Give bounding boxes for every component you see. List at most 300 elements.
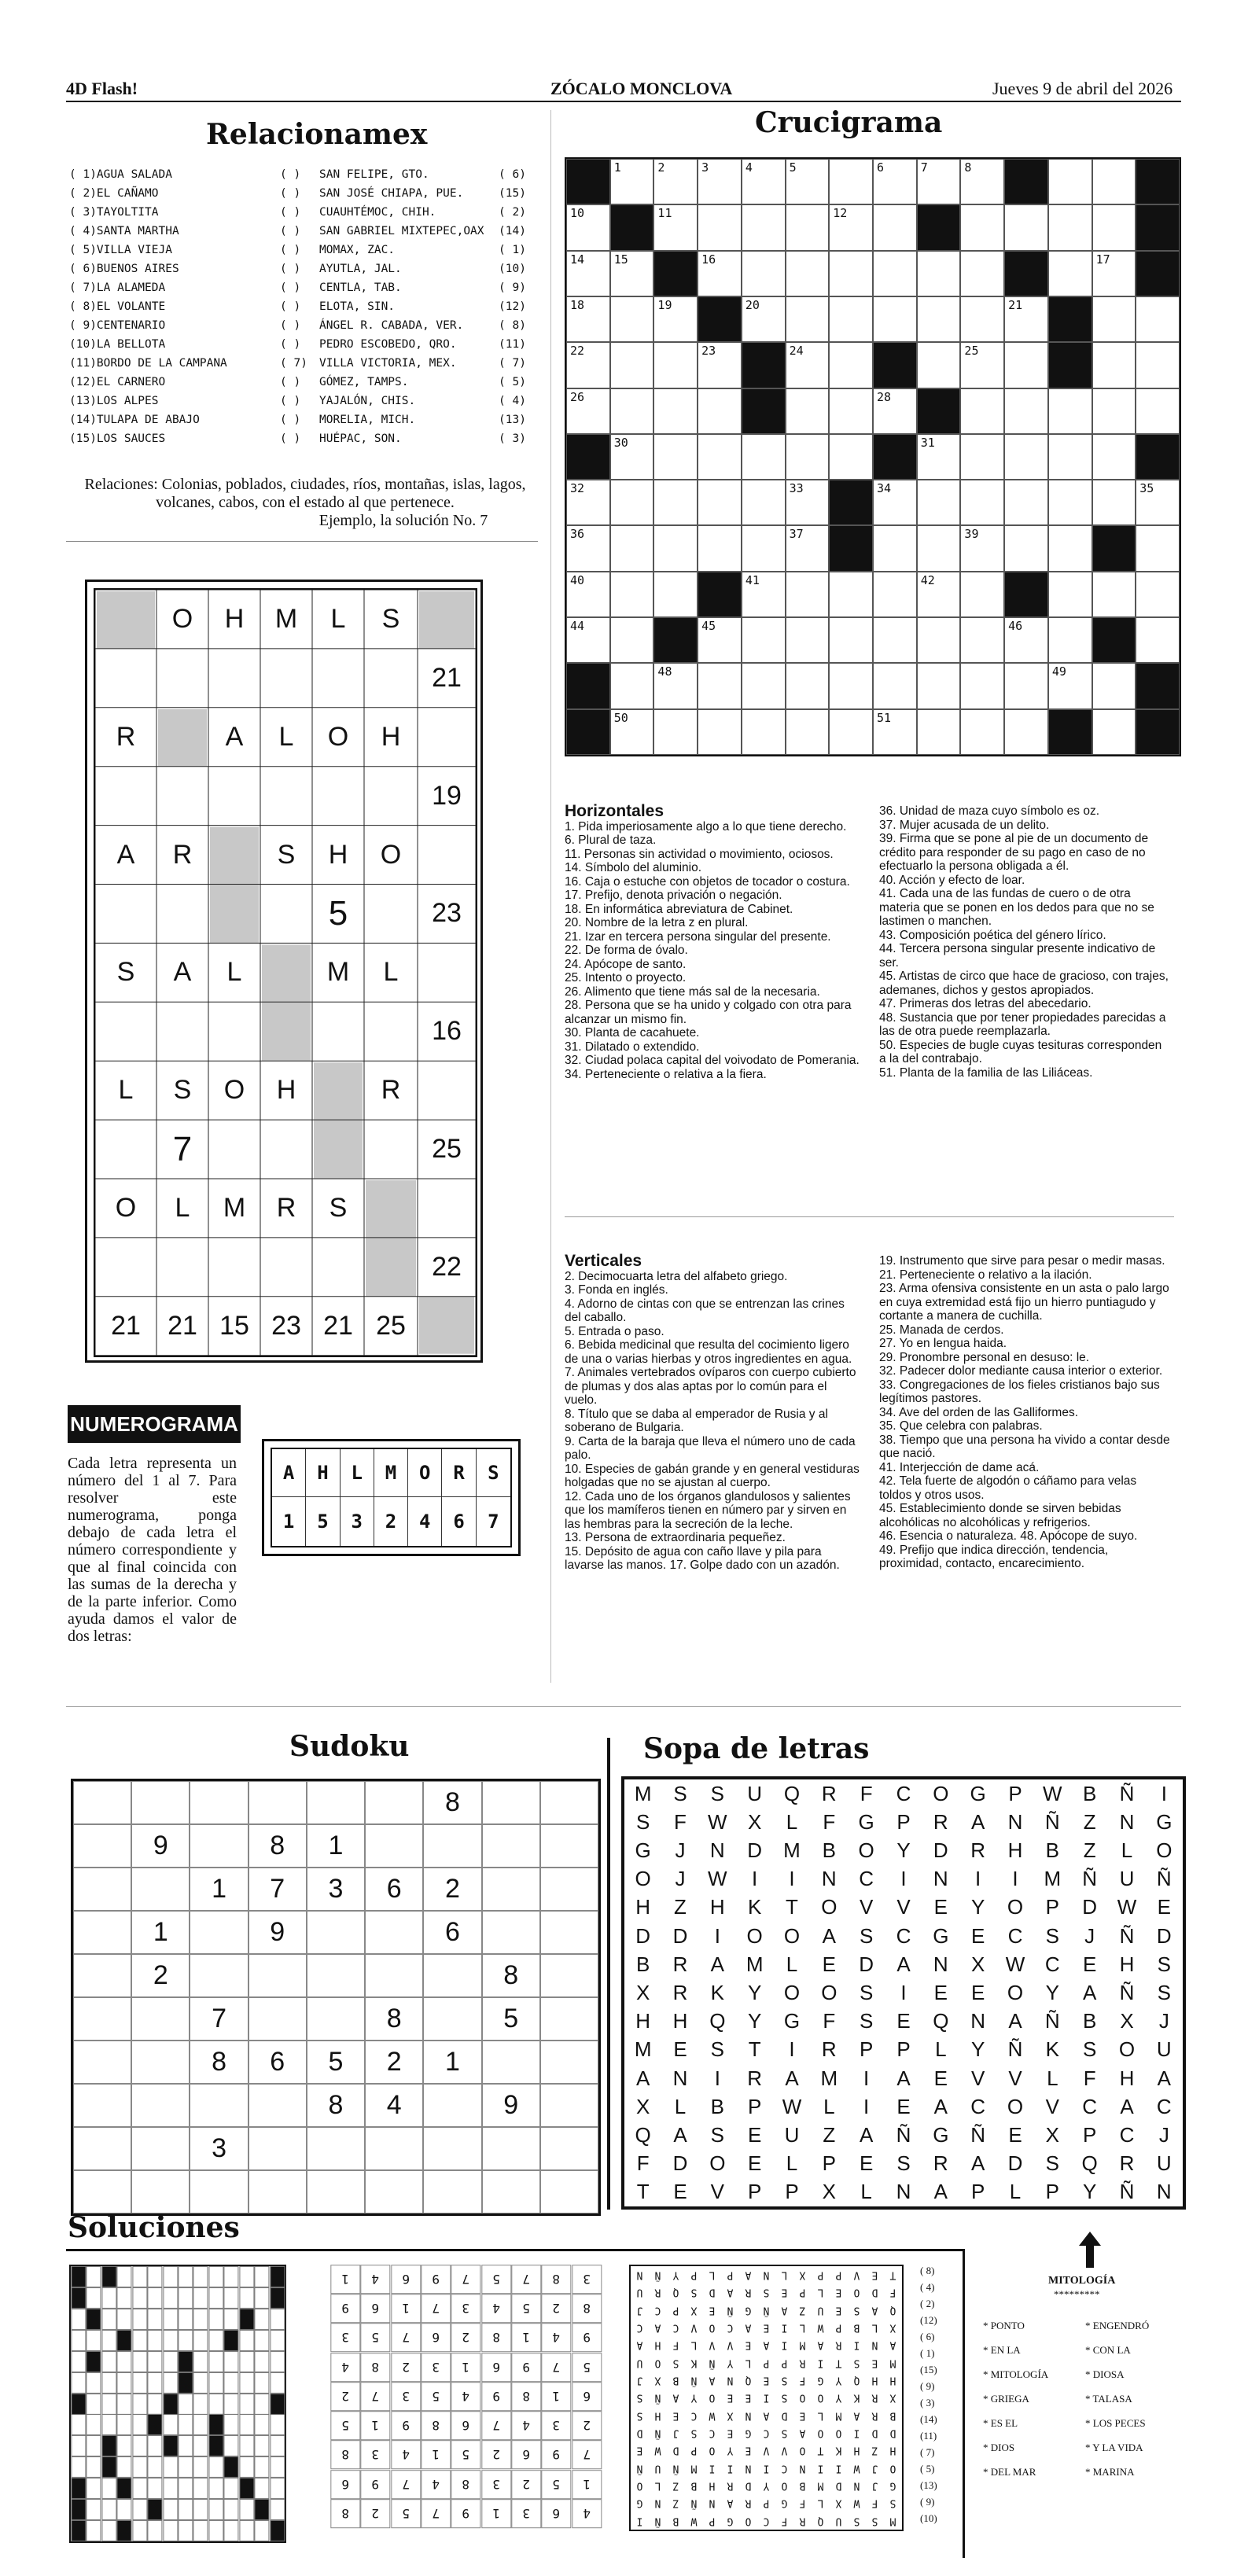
- solution-sopa-letter: Ñ: [654, 2515, 661, 2527]
- solution-sudoku-cell: 3: [541, 2411, 571, 2440]
- solution-sudoku-cell: 8: [360, 2353, 390, 2382]
- solution-sopa-letter: P: [709, 2515, 716, 2527]
- sopa-letter: U: [1119, 1867, 1135, 1891]
- sopa-letter: O: [1007, 2094, 1024, 2118]
- solution-crossword-cell: [71, 2394, 86, 2415]
- sopa-letter: C: [1082, 2094, 1098, 2118]
- solution-sopa-letter: I: [763, 2462, 770, 2475]
- sopa-letter: L: [786, 1952, 798, 1976]
- clue: 3. Fonda en inglés.: [565, 1283, 668, 1297]
- relacionamex-left: ( 9)CENTENARIO: [69, 319, 166, 332]
- solution-sopa-letter: F: [889, 2287, 896, 2298]
- sopa-letter: I: [900, 1980, 907, 2004]
- solution-crossword-cell: [101, 2372, 116, 2394]
- crossword-number: 18: [570, 297, 585, 312]
- sopa-letter: E: [1157, 1895, 1171, 1919]
- sopa-letter: E: [933, 1980, 948, 2004]
- solution-sopa-letter: E: [835, 2287, 842, 2298]
- solution-crossword-cell: [178, 2414, 193, 2435]
- solution-crossword-cell: [223, 2287, 238, 2309]
- relacionamex-paren: ( ): [280, 168, 301, 181]
- solution-sopa-letter: R: [745, 2287, 752, 2298]
- solution-sopa-letter: J: [636, 2304, 643, 2317]
- sudoku-cell: [307, 1781, 365, 1824]
- solution-crossword-cell: [86, 2456, 101, 2478]
- crossword-cell: [786, 434, 830, 480]
- solution-sopa-letter: U: [835, 2515, 842, 2527]
- key-letter: R: [442, 1449, 476, 1497]
- solution-sopa-letter: Y: [835, 2392, 842, 2404]
- crossword-cell: [698, 204, 742, 250]
- crossword-cell: [742, 251, 786, 296]
- sudoku-cell: [73, 2084, 131, 2127]
- solution-sopa-letter: P: [817, 2269, 824, 2281]
- crossword-cell: [566, 342, 610, 388]
- clue-column: [879, 1254, 1170, 1571]
- solution-relacionamex-answer: (14): [920, 2413, 937, 2425]
- sopa-letter: P: [1045, 1895, 1059, 1919]
- solution-sopa-letter: Z: [672, 2479, 679, 2492]
- crossword-cell: [566, 296, 610, 342]
- solution-sopa-letter: A: [672, 2392, 679, 2404]
- sopa-letter: E: [822, 1952, 836, 1976]
- sopa-letter: E: [673, 2037, 687, 2062]
- solution-sopa-letter: M: [690, 2462, 698, 2475]
- crossword-block: [1004, 572, 1048, 617]
- solution-sopa-letter: E: [871, 2357, 878, 2369]
- numerograma-cell: 21: [432, 662, 462, 693]
- solution-sudoku-cell: 5: [421, 2382, 451, 2411]
- crossword-number: 15: [613, 252, 628, 267]
- crossword-number: 22: [570, 344, 585, 359]
- solution-sopa-letter: R: [835, 2339, 842, 2351]
- sopa-letter: D: [672, 2151, 688, 2176]
- crossword-number: 48: [657, 664, 672, 679]
- solution-sopa-letter: W: [654, 2445, 661, 2456]
- solution-sopa-letter: P: [781, 2357, 788, 2369]
- solution-sopa-letter: Ñ: [654, 2392, 661, 2404]
- solution-sopa-letter: N: [853, 2479, 860, 2492]
- solution-sopa-letter: M: [799, 2339, 806, 2351]
- solution-sopa-letter: M: [835, 2409, 842, 2422]
- sudoku-cell: [482, 1824, 540, 1868]
- sopa-letter: E: [933, 2066, 948, 2090]
- solution-sopa-letter: D: [871, 2287, 878, 2298]
- solution-crossword-cell: [254, 2351, 269, 2372]
- solution-sopa-letter: E: [763, 2374, 770, 2386]
- relacionamex-right: SAN JOSÉ CHIAPA, PUE.: [319, 187, 464, 200]
- solution-crossword-cell: [163, 2287, 178, 2309]
- sudoku-cell: [423, 2084, 481, 2127]
- relacionamex-row: [69, 410, 533, 429]
- solution-crossword-cell: [116, 2309, 131, 2330]
- relacionamex-answer: ( 3): [499, 432, 526, 445]
- crossword-cell: [698, 617, 742, 663]
- solution-sopa-letter: A: [745, 2321, 752, 2334]
- sopa-letter: Y: [747, 2009, 762, 2033]
- solution-sudoku-cell: 5: [511, 2294, 541, 2323]
- solution-crossword-cell: [147, 2414, 162, 2435]
- sopa-letter: Ñ: [1044, 2009, 1060, 2033]
- clue: 46. Esencia o naturaleza. 48. Apócope de suyo.: [879, 1529, 1138, 1543]
- clue: 21. Perteneciente o relativo a la ilación.: [879, 1268, 1092, 1282]
- sopa-letter: N: [933, 1952, 948, 1976]
- crossword-number: 39: [964, 527, 979, 542]
- clue: 33. Congregaciones de los fieles cristianos bajo sus legítimos pastores.: [879, 1378, 1160, 1405]
- solution-sudoku-cell: 9: [360, 2470, 390, 2499]
- sopa-letter: R: [933, 1809, 948, 1834]
- solution-crossword-cell: [193, 2351, 208, 2372]
- sudoku-cell: [131, 2041, 190, 2084]
- solution-sopa-letter: I: [781, 2339, 788, 2351]
- sopa-letter: X: [635, 1980, 650, 2004]
- sopa-letter: S: [1157, 1980, 1171, 2004]
- sopa-letter: E: [859, 2151, 874, 2176]
- crossword-block: [698, 572, 742, 617]
- solution-sopa-letter: Ñ: [690, 2374, 698, 2386]
- key-number: 7: [488, 1511, 499, 1533]
- numerograma-cell: H: [276, 1075, 296, 1106]
- sopa-letter: M: [745, 1952, 764, 1976]
- solution-sopa-letter: Q: [853, 2374, 860, 2386]
- solution-crossword-cell: [178, 2309, 193, 2330]
- sopa-letter: Y: [747, 1980, 762, 2004]
- solution-crossword-cell: [254, 2435, 269, 2456]
- crossword-cell: [610, 663, 654, 708]
- sudoku-cell: [423, 2127, 481, 2170]
- solution-relacionamex-answer: (11): [920, 2430, 937, 2442]
- numerograma-cell: 7: [172, 1129, 193, 1168]
- solution-sudoku-cell: 4: [451, 2382, 480, 2411]
- solution-crossword-cell: [116, 2456, 131, 2478]
- sopa-letter: H: [709, 1895, 725, 1919]
- solution-sudoku-cell: 2: [541, 2294, 571, 2323]
- header-rule: [66, 101, 1181, 102]
- sopa-letter: G: [933, 2122, 949, 2147]
- solution-relacionamex-answer: ( 3): [920, 2397, 935, 2409]
- solution-sopa-letter: P: [727, 2269, 734, 2281]
- crossword-cell: [873, 388, 917, 434]
- crossword-number: 31: [920, 435, 935, 450]
- solution-sopa-letter: K: [853, 2392, 860, 2404]
- sopa-letter: I: [975, 1867, 981, 1891]
- solution-sopa-letter: D: [781, 2409, 788, 2422]
- solution-crossword-cell: [254, 2287, 269, 2309]
- solution-sopa-letter: U: [636, 2287, 643, 2298]
- sopa-letter: S: [896, 2151, 911, 2176]
- clue: 32. Ciudad polaca capital del voivodato de Pomerania.: [565, 1054, 860, 1067]
- crossword-number: 10: [570, 206, 585, 221]
- solution-crossword-cell: [101, 2456, 116, 2478]
- crossword-cell: [653, 388, 698, 434]
- crossword-cell: [610, 709, 654, 755]
- solution-crossword-cell: [132, 2266, 147, 2287]
- numerograma-cell: L: [226, 957, 242, 988]
- sopa-letter: S: [673, 1781, 687, 1805]
- sopa-letter: E: [933, 1895, 948, 1919]
- sopa-letter: Q: [709, 2009, 726, 2033]
- relacionamex-row: [69, 241, 533, 259]
- solution-sopa-letter: A: [727, 2497, 734, 2509]
- solution-sopa-letter: W: [709, 2409, 716, 2422]
- crossword-number: 16: [701, 252, 716, 267]
- sopa-letter: K: [1045, 2037, 1059, 2062]
- solution-sudoku-cell: 4: [391, 2440, 421, 2469]
- relacionamex-answer: (12): [499, 300, 526, 313]
- sopa-letter: R: [747, 2066, 763, 2090]
- clue: 38. Tiempo que una persona ha vivido a contar desde que nació.: [879, 1433, 1170, 1460]
- relacionamex-left: ( 5)VILLA VIEJA: [69, 244, 172, 256]
- solution-sopa-letter: C: [690, 2409, 698, 2422]
- solution-sopa-letter: S: [889, 2497, 896, 2509]
- crossword-cell: [960, 342, 1004, 388]
- solution-crossword-cell: [132, 2414, 147, 2435]
- sudoku-cell: [248, 2084, 307, 2127]
- numerograma-cell: O: [223, 1075, 245, 1106]
- solution-crossword-cell: [223, 2435, 238, 2456]
- crossword-cell: [653, 204, 698, 250]
- sopa-letter: Y: [1045, 1980, 1059, 2004]
- solution-sopa-letter: C: [709, 2427, 716, 2439]
- sopa-letter: U: [1156, 2151, 1172, 2176]
- sopa-letter: B: [1082, 1781, 1097, 1805]
- sudoku-cell: [248, 2127, 307, 2170]
- crossword-block: [698, 296, 742, 342]
- crossword-number: 30: [613, 435, 628, 450]
- numerograma-cell: S: [381, 603, 400, 634]
- numerograma-cell: S: [173, 1075, 192, 1106]
- numerograma-cell: O: [171, 603, 193, 634]
- sopa-letter: I: [900, 1867, 907, 1891]
- numerograma-shade: [97, 591, 155, 649]
- solution-crossword-cell: [193, 2499, 208, 2520]
- solution-sopa-letter: P: [690, 2269, 698, 2281]
- solution-sopa-letter: A: [871, 2304, 878, 2317]
- sudoku-cell: [190, 1781, 248, 1824]
- crossword-cell: [1004, 663, 1048, 708]
- sopa-letter: E: [1082, 1952, 1097, 1976]
- sopa-letter: M: [820, 2066, 838, 2090]
- numerograma-shade: [419, 591, 474, 649]
- sopa-letter: D: [747, 1838, 763, 1862]
- solution-crossword-cell: [71, 2499, 86, 2520]
- solution-sopa-letter: V: [709, 2339, 716, 2351]
- solution-crossword-cell: [270, 2330, 285, 2351]
- sopa-letter: A: [933, 2180, 948, 2204]
- crossword-cell: [653, 525, 698, 571]
- sopa-letter: I: [714, 1923, 720, 1948]
- solution-sopa-letter: C: [781, 2462, 788, 2475]
- sudoku-cell: [190, 2170, 248, 2214]
- numerograma-cell: 25: [376, 1310, 406, 1341]
- solution-sopa-letter: B: [672, 2515, 679, 2527]
- solution-crossword-cell: [101, 2478, 116, 2499]
- solution-crossword-cell: [101, 2499, 116, 2520]
- solution-sopa-letter: K: [835, 2445, 842, 2456]
- solution-crossword-cell: [178, 2287, 193, 2309]
- crossword-cell: [742, 709, 786, 755]
- sopa-letter: L: [786, 2151, 798, 2176]
- sudoku-cell: [190, 1911, 248, 1954]
- numerograma-cell: 25: [432, 1134, 462, 1165]
- solution-crossword-cell: [193, 2520, 208, 2541]
- sopa-letter: E: [896, 2009, 911, 2033]
- solution-sudoku-cell: 5: [481, 2265, 511, 2294]
- solution-sudoku-cell: 2: [451, 2323, 480, 2352]
- solution-crossword-cell: [163, 2456, 178, 2478]
- solution-crossword-cell: [208, 2456, 223, 2478]
- solution-crossword-cell: [147, 2372, 162, 2394]
- sopa-letter: E: [747, 2151, 762, 2176]
- crossword-cell: [1136, 296, 1180, 342]
- solution-sopa-letter: S: [781, 2374, 788, 2386]
- solution-sudoku-cell: 8: [451, 2470, 480, 2499]
- solution-crossword-cell: [254, 2499, 269, 2520]
- sopa-letter: C: [896, 1781, 911, 1805]
- crossword-number: 37: [789, 527, 804, 542]
- solution-crossword-cell: [86, 2287, 101, 2309]
- solution-sopa-letter: Q: [672, 2287, 679, 2298]
- solution-sopa: [629, 2265, 904, 2531]
- sopa-letter: Ñ: [1156, 1867, 1172, 1891]
- crossword-cell: [960, 572, 1004, 617]
- solution-crossword-cell: [239, 2287, 254, 2309]
- solution-sudoku-cell: 4: [481, 2294, 511, 2323]
- solution-sopa-letter: O: [853, 2287, 860, 2298]
- solution-sopa-letter: X: [727, 2409, 734, 2422]
- sudoku-cell: 4: [365, 2084, 423, 2127]
- crossword-block: [610, 204, 654, 250]
- solution-sudoku-cell: 7: [451, 2265, 480, 2294]
- relacionamex-row: [69, 316, 533, 335]
- solution-sopa-letter: E: [727, 2427, 734, 2439]
- relacionamex-answer: (15): [499, 187, 526, 200]
- numerograma-board: [85, 580, 483, 1363]
- solution-crossword-cell: [178, 2478, 193, 2499]
- crossword-cell: [742, 480, 786, 525]
- sopa-letter: S: [710, 1781, 724, 1805]
- solution-crossword-cell: [101, 2520, 116, 2541]
- crossword-number: 4: [745, 160, 753, 175]
- solution-sopa-letter: N: [745, 2409, 752, 2422]
- sudoku-cell: [307, 1954, 365, 1997]
- solution-crossword-cell: [86, 2309, 101, 2330]
- publication-name: ZÓCALO MONCLOVA: [550, 79, 733, 98]
- sopa-letter: Ñ: [1119, 1923, 1135, 1948]
- solution-sopa-letter: F: [799, 2497, 806, 2509]
- sopa-letter: N: [1119, 1809, 1135, 1834]
- crossword-cell: [1048, 525, 1092, 571]
- relacionamex-left: (10)LA BELLOTA: [69, 338, 166, 351]
- solution-sopa-letter: G: [636, 2497, 643, 2509]
- crossword-block: [742, 388, 786, 434]
- solution-crossword-cell: [223, 2499, 238, 2520]
- sopa-letter: P: [1082, 2122, 1097, 2147]
- crossword-cell: [917, 709, 961, 755]
- solution-sopa-letter: Y: [835, 2374, 842, 2386]
- solution-crossword-cell: [86, 2414, 101, 2435]
- solution-sopa-letter: X: [654, 2374, 661, 2386]
- relacionamex-right: AYUTLA, JAL.: [319, 263, 402, 275]
- solution-sopa-letter: L: [654, 2479, 661, 2492]
- relacionamex-left: ( 7)LA ALAMEDA: [69, 282, 166, 294]
- solution-crossword-cell: [208, 2478, 223, 2499]
- solution-sopa-letter: E: [781, 2287, 788, 2298]
- sudoku-cell: [540, 2041, 598, 2084]
- numerograma-cell: R: [381, 1075, 401, 1106]
- solution-sopa-letter: W: [690, 2515, 698, 2527]
- solution-sopa-letter: B: [853, 2321, 860, 2334]
- solution-sudoku-cell: 4: [572, 2499, 602, 2528]
- clue: 13. Persona de extraordinaria pequeñez.: [565, 1531, 786, 1544]
- sopa-letter: D: [859, 1952, 874, 1976]
- sopa-letter: O: [821, 1980, 838, 2004]
- sopa-letter: C: [1044, 1952, 1060, 1976]
- solution-sopa-letter: C: [727, 2321, 734, 2334]
- sopa-letter: E: [896, 2094, 911, 2118]
- solution-sopa-letter: P: [690, 2445, 698, 2456]
- crossword-cell: [1004, 709, 1048, 755]
- solution-sudoku-cell: 3: [391, 2382, 421, 2411]
- key-number: 6: [442, 1497, 476, 1546]
- crossword-cell: [566, 617, 610, 663]
- solution-sudoku-cell: 3: [451, 2294, 480, 2323]
- crossword-cell: [917, 434, 961, 480]
- crossword-cell: [1136, 388, 1180, 434]
- crossword-cell: [653, 663, 698, 708]
- clue: 34. Perteneciente o relativa a la fiera.: [565, 1067, 767, 1081]
- solution-sopa-letter: Y: [690, 2392, 698, 2404]
- clue: 34. Ave del orden de las Galliformes.: [879, 1405, 1079, 1419]
- crossword-block: [873, 342, 917, 388]
- solution-sudoku-cell: 6: [391, 2265, 421, 2294]
- sopa-letter: W: [1043, 1781, 1062, 1805]
- sopa-letter: P: [859, 2037, 874, 2062]
- solution-sopa-letter: P: [799, 2287, 806, 2298]
- solution-crossword-cell: [116, 2266, 131, 2287]
- solution-sopa-letter: X: [799, 2269, 806, 2281]
- solution-sudoku-cell: 2: [481, 2440, 511, 2469]
- sopa-letter: F: [636, 2151, 650, 2176]
- clue-rule: [565, 1216, 1174, 1217]
- solution-sopa-letter: H: [889, 2445, 896, 2456]
- relacionamex-right: PEDRO ESCOBEDO, QRO.: [319, 338, 457, 351]
- sopa-letter: C: [859, 1867, 874, 1891]
- solution-sopa-letter: C: [763, 2515, 770, 2527]
- solution-relacionamex-answer: ( 9): [920, 2380, 935, 2392]
- solution-crossword-cell: [208, 2435, 223, 2456]
- crossword-block: [829, 525, 873, 571]
- solution-sopa-letter: E: [727, 2392, 734, 2404]
- clue: 6. Bebida medicinal que resulta del cocimiento ligero de una o varias hierbas y otros ingredientes en agua.: [565, 1338, 852, 1366]
- sopa-letter: N: [970, 2009, 986, 2033]
- solution-sopa-letter: X: [889, 2392, 896, 2404]
- relacionamex-example: Ejemplo, la solución No. 7: [318, 512, 488, 529]
- solution-crossword-cell: [147, 2456, 162, 2478]
- crossword-block: [566, 709, 610, 755]
- solution-sudoku-cell: 5: [330, 2411, 360, 2440]
- solution-sopa-letter: D: [871, 2427, 878, 2439]
- solution-sopa-letter: R: [871, 2392, 878, 2404]
- clue: 9. Carta de la baraja que lleva el número uno de cada palo.: [565, 1434, 856, 1462]
- crossword-cell: [960, 204, 1004, 250]
- sopa-letter: I: [863, 2094, 870, 2118]
- sopa-letter: D: [672, 1923, 688, 1948]
- solution-sudoku-cell: 8: [330, 2499, 360, 2528]
- solution-relacionamex: [920, 2265, 959, 2532]
- crossword-number: 46: [1008, 619, 1023, 634]
- solution-sudoku: [330, 2265, 602, 2528]
